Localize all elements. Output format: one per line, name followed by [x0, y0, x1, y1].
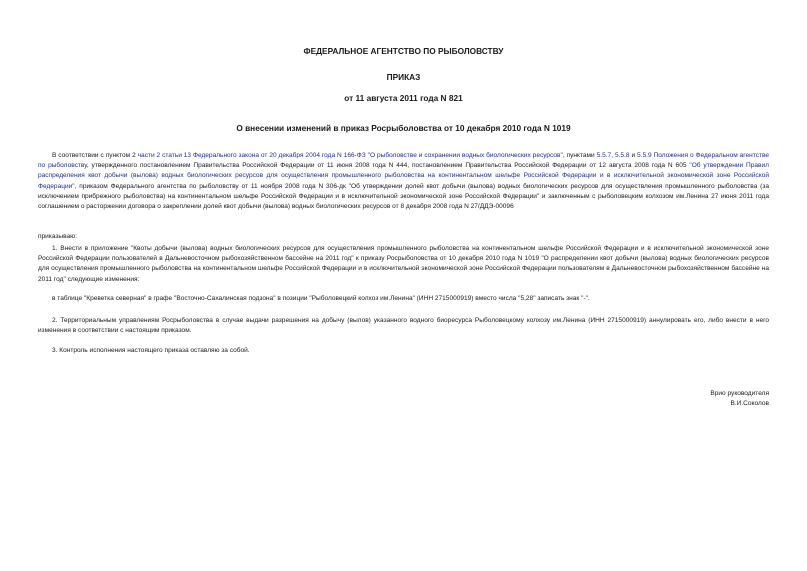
item-2: 2. Территориальным управлениям Росрыболовства в случае выдачи разрешения на добычу (вылов) указанного водного биоресурса Рыболовецкому колхозу им.Ленина (ИНН 2715000919) аннулировать его, либо внести в него изменения в соответствии с настоящим приказом.: [38, 317, 769, 335]
order-word: приказываю:: [38, 233, 77, 240]
agency-regulation-link[interactable]: 5.5.9 Положения о Федеральном агентстве по рыболовству: [38, 152, 770, 170]
preamble-text-4: , утвержденного постановлением Правительства Российской Федерации от 11 июня 2008 года N 444, постановлением Правительства Российской Федерации от 12 августа 2008 года N 605: [86, 162, 690, 170]
agency-name: ФЕДЕРАЛЬНОЕ АГЕНТСТВО ПО РЫБОЛОВСТВУ: [303, 46, 504, 56]
preamble-text-5: , приказом Федерального агентства по рыболовству от 11 ноября 2008 года N 306-дк "Об утверждении долей квот добычи (вылова) водных биологических ресурсов для осуществления промышленного рыболовства (за исключением прибрежного рыболовства) на континентальном шельфе Российской Федерации и в исключительной экономической зоне Российской Федерации" и заключенным с рыболовецким колхозом им.Ленина 27 июня 2011 года соглашением о расторжении договора о закреплении долей квот добычи (вылова) водных биологических ресурсов от 8 декабря 2008 года N 27/ДДЭ-00096: [38, 182, 769, 211]
law-link[interactable]: части 2 статьи 13 Федерального закона от 20 декабря 2004 года N 166-ФЗ "О рыболовстве и сохранении водных биологических ресурсов": [137, 152, 563, 159]
signatory-position: Врио руководителя: [710, 390, 769, 397]
document-type: ПРИКАЗ: [386, 72, 421, 82]
item-1: 1. Внести в приложение "Квоты добычи (вылова) водных биологических ресурсов для осуществления промышленного рыболовства на континентальном шельфе Российской Федерации и в исключительной экономической зоне Российской Федерации пользователей в Дальневосточном рыбохозяйственном бассейне на 2011 год" к приказу Росрыболовства от 10 декабря 2010 года N 1019 "О распределении квот добычи (вылова) водных биологических ресурсов для осуществления промышленного рыболовства на континентальном шельфе Российской Федерации и в исключительной экономической зоне Российской Федерации пользователям в Дальневосточном рыбохозяйственном бассейне на 2011 год" следующие изменения:: [38, 245, 769, 283]
signatory-name: В.И.Соколов: [730, 400, 769, 407]
preamble-paragraph: [38, 151, 769, 212]
document-title: О внесении изменений в приказ Росрыболовства от 10 декабря 2010 года N 1019: [236, 123, 571, 133]
quota-rules-link[interactable]: "Об утверждении Правил распределения квот добычи (вылова) водных биологических ресурсов для осуществления промышленного рыболовства на континентальном шельфе Российской Федерации и в исключительной экономической зоне Российской Федерации": [38, 162, 769, 190]
regulation-points-link[interactable]: 5.5.7, 5.5.8: [596, 152, 630, 159]
item-1-change: в таблице "Креветка северная" в графе "Восточно-Сахалинская подзона" в позиции "Рыболовецкий колхоз им.Ленина" (ИНН 2715000919) вместо числа "5,28" записать знак "-".: [52, 295, 590, 302]
item-3: 3. Контроль исполнения настоящего приказа оставляю за собой.: [52, 347, 250, 354]
preamble-text-1: В соответствии с пунктом 2: [52, 152, 138, 159]
preamble-text-2: , пунктами: [562, 152, 597, 159]
document-date-number: от 11 августа 2011 года N 821: [344, 93, 463, 103]
preamble-text-3: и: [629, 152, 638, 159]
